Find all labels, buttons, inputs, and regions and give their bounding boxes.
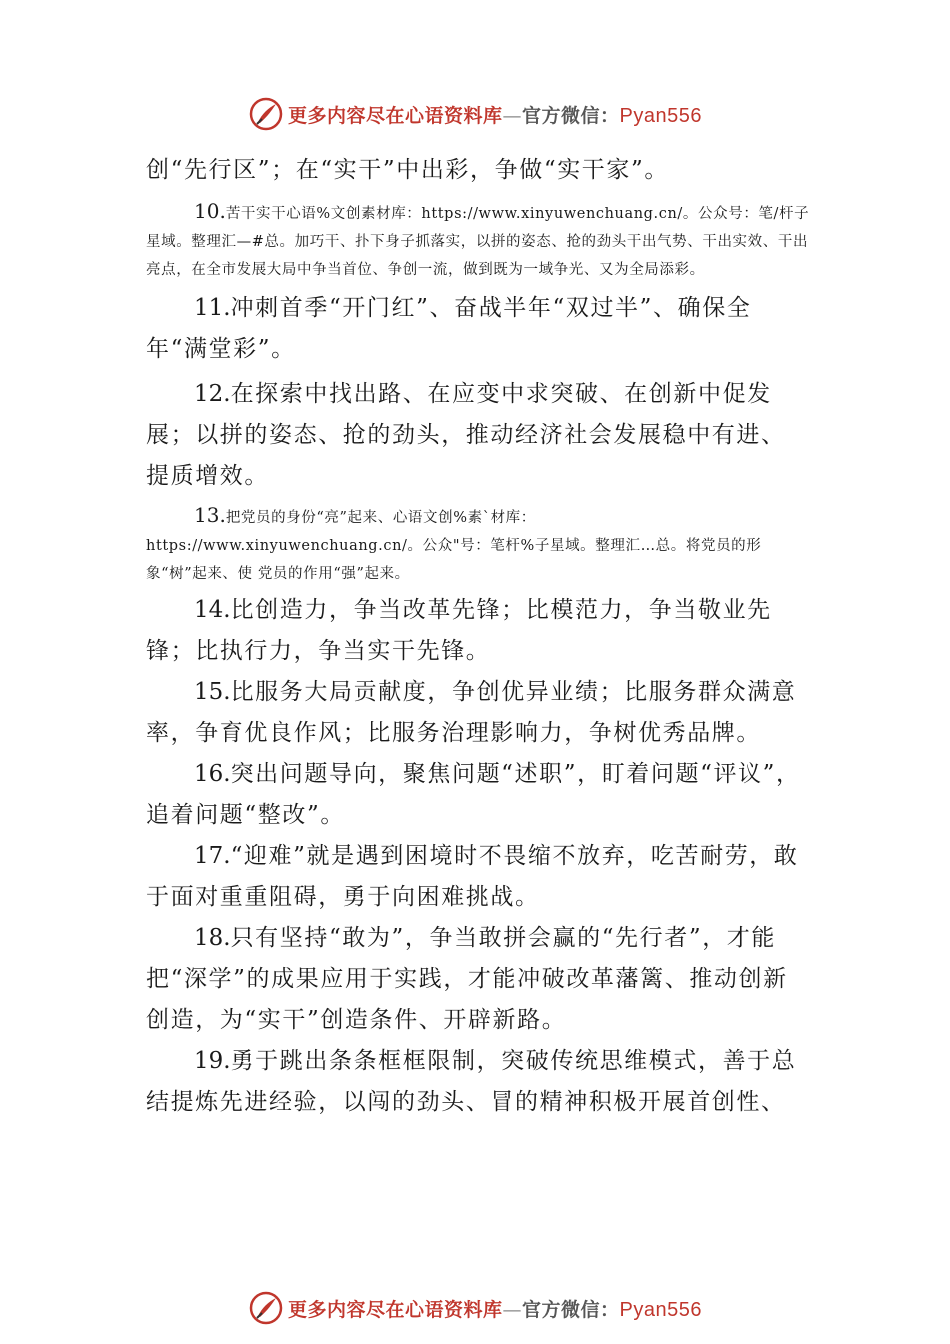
quill-logo-icon [248, 96, 284, 132]
list-item-17: 17.“迎难”就是遇到困境时不畏缩不放弃，吃苦耐劳，敢于面对重重阻碍，勇于向困难挑战。 [146, 843, 799, 910]
banner-text: 更多内容尽在心语资料库—官方微信：Pyan556 [288, 104, 702, 127]
list-item-13: 13.把党员的身份“亮”起来、心语文创%素`材库：https://www.xinyuwenchuang.cn/。公众"号：笔杆%子星域。整理汇…总。将党员的形象“树”起来、使 党员的作用“强”起来。 [146, 503, 762, 582]
quill-logo-icon [248, 1290, 284, 1326]
list-item-19: 19.勇于跳出条条框框限制，突破传统思维模式，善于总结提炼先进经验，以闯的劲头、冒的精神积极开展首创性、 [146, 1048, 797, 1115]
paragraph-continuation: 创“先行区”；在“实干”中出彩，争做“实干家”。 [146, 157, 669, 183]
list-item-10: 10.苦干实干心语%文创素材库：https://www.xinyuwenchuang.cn/。公众号：笔/杆子星域。整理汇—#总。加巧干、扑下身子抓落实，以拼的姿态、抢的劲头干出气势、干出实效、干出亮点，在全市发展大局中争当首位、争创一流，做到既为一域争光、又为全局添彩。 [146, 199, 810, 278]
list-item-14: 14.比创造力，争当改革先锋；比模范力，争当敬业先锋；比执行力，争当实干先锋。 [146, 597, 772, 664]
banner-text: 更多内容尽在心语资料库—官方微信：Pyan556 [288, 1298, 702, 1321]
document-body [146, 150, 810, 1123]
list-item-18: 18.只有坚持“敢为”，争当敢拼会赢的“先行者”，才能把“深学”的成果应用于实践，才能冲破改革藩篱、推动创新创造，为“实干”创造条件、开辟新路。 [146, 925, 788, 1033]
footer-banner [0, 1288, 950, 1328]
list-item-15: 15.比服务大局贡献度，争创优异业绩；比服务群众满意率，争育优良作风；比服务治理影响力，争树优秀品牌。 [146, 679, 797, 746]
list-item-16: 16.突出问题导向，聚焦问题“述职”，盯着问题“评议”，追着问题“整改”。 [146, 761, 801, 828]
list-item-11: 11.冲刺首季“开门红”、奋战半年“双过半”、确保全年“满堂彩”。 [146, 295, 752, 362]
list-item-12: 12.在探索中找出路、在应变中求突破、在创新中促发展；以拼的姿态、抢的劲头，推动经济社会发展稳中有进、提质增效。 [146, 381, 786, 489]
header-banner [0, 94, 950, 134]
